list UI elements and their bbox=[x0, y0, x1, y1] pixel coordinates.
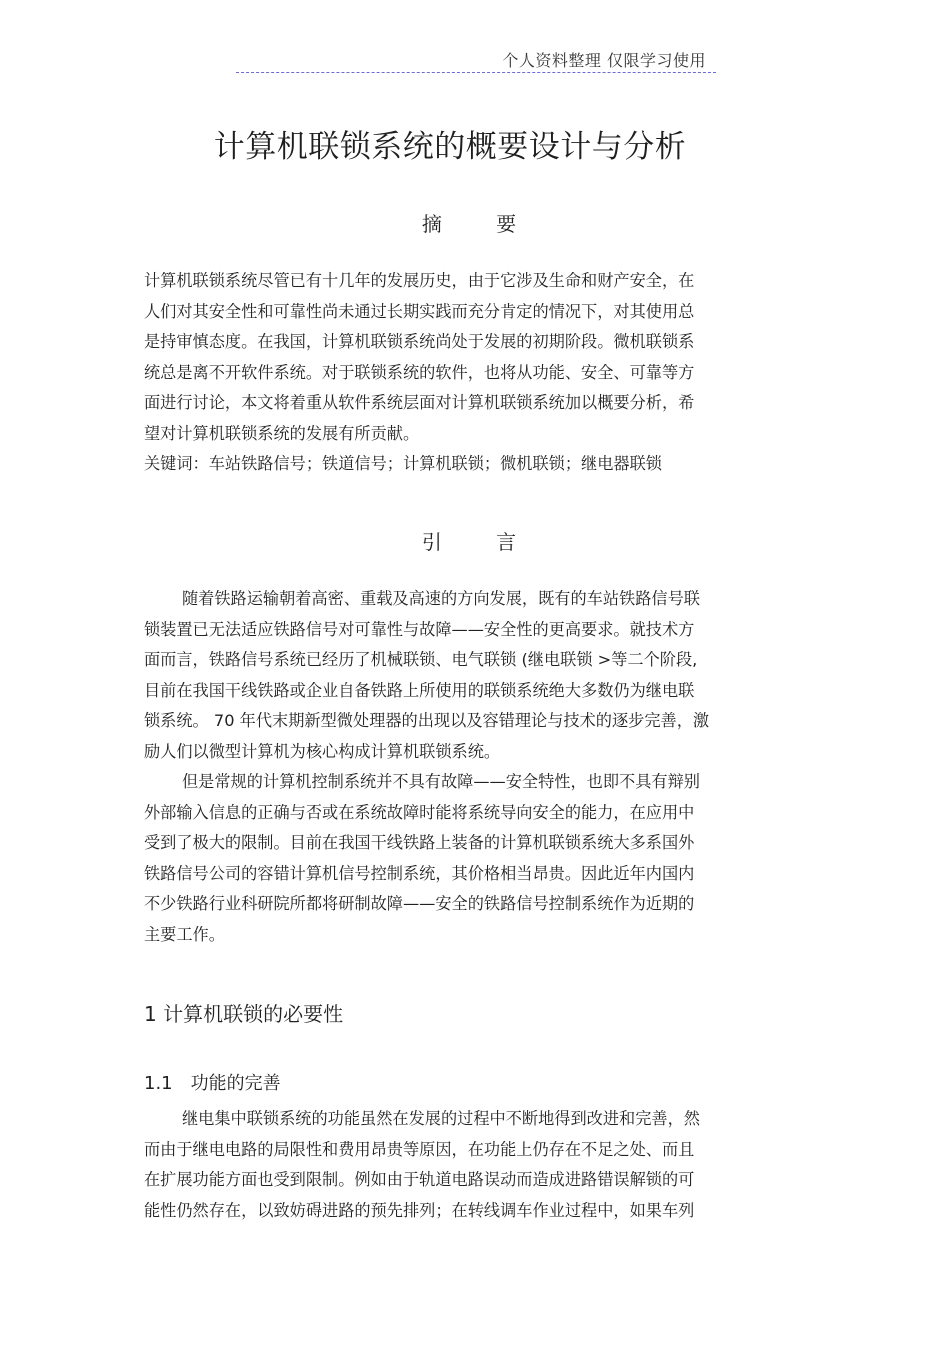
section-1-heading: 1 计算机联锁的必要性 bbox=[144, 1002, 344, 1026]
body-line: 能性仍然存在，以致妨碍进路的预先排列；在转线调车作业过程中，如果车列 bbox=[144, 1200, 695, 1220]
intro-line: 锁系统。 70 年代末期新型微处理器的出现以及容错理论与技术的逐步完善，激 bbox=[144, 711, 710, 730]
section-number: 1.1 bbox=[144, 1073, 173, 1094]
header-text: 个人资料整理 仅限学习使用 bbox=[502, 51, 706, 70]
body-line: 继电集中联锁系统的功能虽然在发展的过程中不断地得到改进和完善，然 bbox=[182, 1109, 700, 1128]
intro-line: 铁路信号公司的容错计算机信号控制系统，其价格相当昂贵。因此近年内国内 bbox=[144, 863, 695, 883]
intro-line: 受到了极大的限制。目前在我国干线铁路上装备的计算机联锁系统大多系国外 bbox=[144, 833, 695, 852]
intro-heading: 引 言 bbox=[421, 530, 517, 554]
keywords-line: 关键词：车站铁路信号；铁道信号；计算机联锁；微机联锁；继电器联锁 bbox=[144, 454, 662, 473]
page-header bbox=[236, 46, 716, 73]
body-line: 而由于继电电路的局限性和费用昂贵等原因，在功能上仍存在不足之处、而且 bbox=[144, 1139, 695, 1159]
abstract-line: 统总是离不开软件系统。对于联锁系统的软件，也将从功能、安全、可靠等方 bbox=[144, 362, 695, 382]
intro-line: 励人们以微型计算机为核心构成计算机联锁系统。 bbox=[144, 741, 501, 761]
intro-line: 面而言，铁路信号系统已经历了机械联锁、电气联锁 (继电联锁 >等二个阶段, bbox=[144, 650, 698, 669]
intro-line: 主要工作。 bbox=[144, 924, 225, 944]
abstract-paragraph bbox=[144, 266, 784, 480]
section-title: 功能的完善 bbox=[190, 1073, 281, 1094]
abstract-line: 是持审慎态度。在我国，计算机联锁系统尚处于发展的初期阶段。微机联锁系 bbox=[144, 332, 695, 351]
intro-line: 目前在我国干线铁路或企业自备铁路上所使用的联锁系统绝大多数仍为继电联 bbox=[144, 680, 695, 700]
abstract-line: 面进行讨论，本文将着重从软件系统层面对计算机联锁系统加以概要分析，希 bbox=[144, 393, 695, 412]
intro-line: 不少铁路行业科研院所都将研制故障——安全的铁路信号控制系统作为近期的 bbox=[144, 894, 695, 913]
intro-paragraph-1 bbox=[144, 584, 784, 950]
abstract-line: 计算机联锁系统尽管已有十几年的发展历史，由于它涉及生命和财产安全，在 bbox=[144, 271, 695, 290]
document-title: 计算机联锁系统的概要设计与分析 bbox=[213, 129, 687, 165]
intro-line: 锁装置已无法适应铁路信号对可靠性与故障——安全性的更高要求。就技术方 bbox=[144, 619, 695, 639]
section-1-1-paragraph bbox=[144, 1104, 784, 1226]
intro-line: 外部输入信息的正确与否或在系统故障时能将系统导向安全的能力，在应用中 bbox=[144, 802, 695, 822]
section-1-1-heading bbox=[144, 1069, 281, 1095]
abstract-line: 望对计算机联锁系统的发展有所贡献。 bbox=[144, 423, 420, 443]
intro-line: 但是常规的计算机控制系统并不具有故障——安全特性，也即不具有辩别 bbox=[182, 772, 700, 791]
abstract-heading: 摘 要 bbox=[421, 212, 517, 236]
intro-line: 随着铁路运输朝着高密、重载及高速的方向发展，既有的车站铁路信号联 bbox=[182, 589, 700, 608]
abstract-line: 人们对其安全性和可靠性尚未通过长期实践而充分肯定的情况下，对其使用总 bbox=[144, 301, 695, 321]
body-line: 在扩展功能方面也受到限制。例如由于轨道电路误动而造成进路错误解锁的可 bbox=[144, 1170, 695, 1189]
